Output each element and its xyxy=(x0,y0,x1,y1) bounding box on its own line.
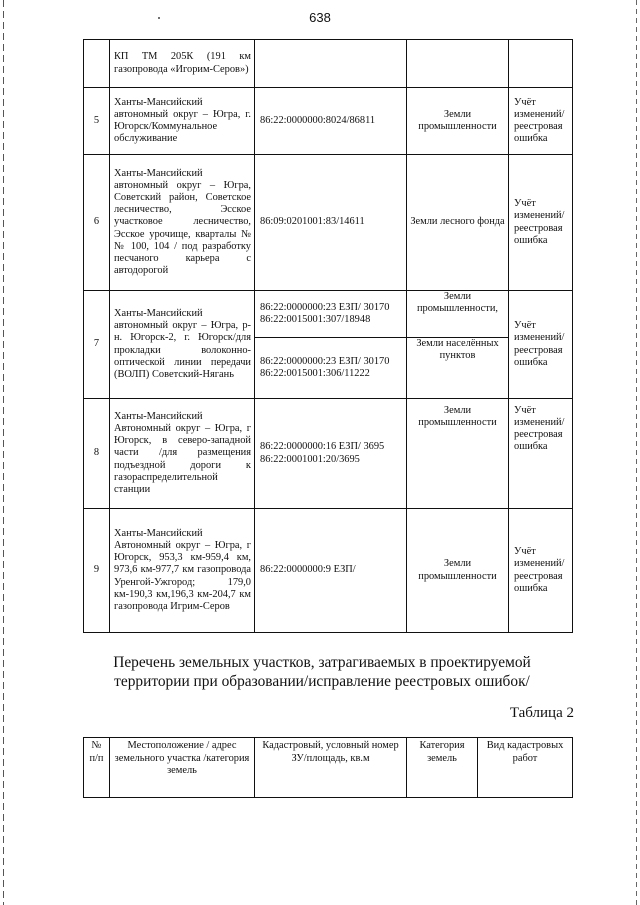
land-plots-table-continued xyxy=(83,39,573,633)
section-heading xyxy=(60,654,584,691)
row-number-cell xyxy=(84,40,110,88)
location-cell: Ханты-Мансийский автономный округ – Югра, г. Югорск/Коммунальное обслуживание xyxy=(110,88,255,155)
table-row xyxy=(84,88,573,155)
location-cell: Ханты-Мансийский автономный округ – Югра, р-н. Югорск-2, г. Югорск/для прокладки волоконно-оптической линии передачи (ВОЛП) Советский-Нягань xyxy=(110,291,255,399)
row-number-cell: 5 xyxy=(84,88,110,155)
column-header-cadastral: Кадастровый, условный номер ЗУ/площадь, кв.м xyxy=(255,738,407,798)
column-header-category: Категория земель xyxy=(407,738,478,798)
cadastral-cell: 86:22:0000000:23 ЕЗП/ 30170 86:22:0015001:307/18948 xyxy=(255,291,407,338)
table-row xyxy=(84,509,573,633)
location-cell: Ханты-Мансийский Автономный округ – Югра, г Югорск, 953,3 км-959,4 км, 973,6 км-977,7 км газопровода Уренгой-Ужгород; 179,0 км-190,3 км,196,3 км-204,7 км газопровода Игрим-Серов xyxy=(110,509,255,633)
table-row xyxy=(84,40,573,88)
row-number-cell: 7 xyxy=(84,291,110,399)
category-cell: Земли промышленности, xyxy=(407,291,509,338)
section-heading-line: Перечень земельных участков, затрагиваемых в проектируемой xyxy=(113,654,531,671)
section-heading-line: территории при образовании/исправление реестровых ошибок/ xyxy=(114,672,530,690)
scan-right-edge xyxy=(636,0,637,905)
category-cell xyxy=(407,40,509,88)
table-row xyxy=(84,291,573,338)
column-header-number: № п/п xyxy=(84,738,110,798)
cadastral-cell: 86:09:0201001:83/14611 xyxy=(255,155,407,291)
cadastral-cell xyxy=(255,40,407,88)
column-header-work-kind: Вид кадастровых работ xyxy=(478,738,573,798)
page-number: 638 xyxy=(309,10,331,25)
table-label: Таблица 2 xyxy=(509,705,574,721)
cadastral-cell: 86:22:0000000:16 ЕЗП/ 3695 86:22:0001001:20/3695 xyxy=(255,399,407,509)
cadastral-cell: 86:22:0000000:23 ЕЗП/ 30170 86:22:0015001:306/11222 xyxy=(255,338,407,399)
cadastral-cell: 86:22:0000000:9 ЕЗП/ xyxy=(255,509,407,633)
category-cell: Земли промышленности xyxy=(407,399,509,509)
column-header-location: Местоположение / адрес земельного участка /категория земель xyxy=(110,738,255,798)
row-number-cell: 9 xyxy=(84,509,110,633)
category-cell: Земли промышленности xyxy=(407,509,509,633)
scan-left-edge xyxy=(3,0,4,905)
work-kind-cell xyxy=(509,40,573,88)
category-cell: Земли населённых пунктов xyxy=(407,338,509,399)
work-kind-cell: Учёт изменений/ реестровая ошибка xyxy=(509,88,573,155)
location-cell: Ханты-Мансийский автономный округ – Югра, Советский район, Советское лесничество, Эсское участковое лесничество, Эсское урочище, кварталы №№ 100, 104 / под разработку песчаного карьера с автодорогой xyxy=(110,155,255,291)
work-kind-cell: Учёт изменений/ реестровая ошибка xyxy=(509,509,573,633)
table-row xyxy=(84,155,573,291)
row-number-cell: 8 xyxy=(84,399,110,509)
row-number-cell: 6 xyxy=(84,155,110,291)
location-cell: КП ТМ 205К (191 км газопровода «Игорим-Серов») xyxy=(110,40,255,88)
work-kind-cell: Учёт изменений/ реестровая ошибка xyxy=(509,291,573,399)
location-cell: Ханты-Мансийский Автономный округ – Югра, г Югорск, в северо-западной части /для размещения подъездной дороги к газораспределительной станции xyxy=(110,399,255,509)
table-header-row xyxy=(84,738,573,798)
category-cell: Земли лесного фонда xyxy=(407,155,509,291)
land-plots-table-2 xyxy=(83,737,573,798)
cadastral-cell: 86:22:0000000:8024/86811 xyxy=(255,88,407,155)
work-kind-cell: Учёт изменений/ реестровая ошибка xyxy=(509,155,573,291)
category-cell: Земли промышленности xyxy=(407,88,509,155)
work-kind-cell: Учёт изменений/ реестровая ошибка xyxy=(509,399,573,509)
table-row xyxy=(84,399,573,509)
